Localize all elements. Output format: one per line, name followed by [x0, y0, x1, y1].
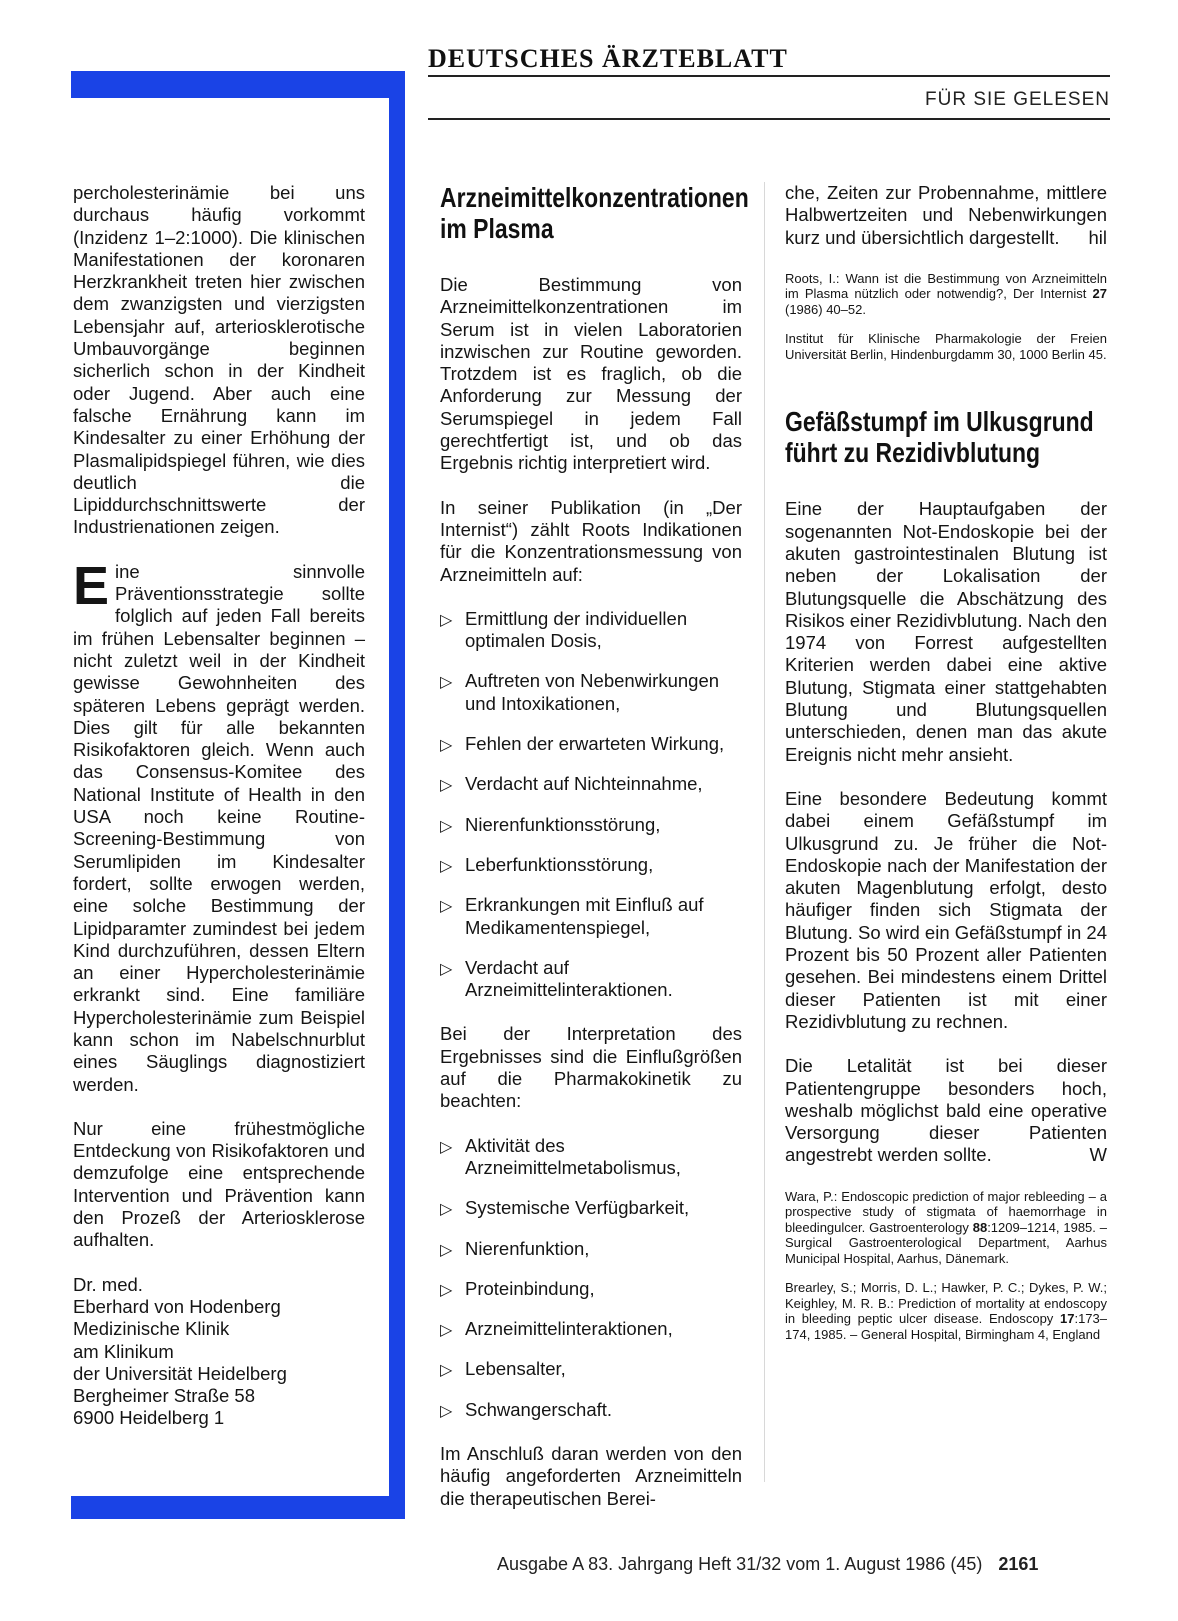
paragraph: Eine der Hauptaufgaben der sogenannten Not-Endoskopie bei der akuten gastrointestinalen Blutung ist neben der Lokalisation der Blutungsquelle die Abschätzung des Risikos einer Rezidivblutung. Nach den 1974 von Forrest aufgestellten Kriterien werden dabei eine aktive Blutung, Stigmata einer stattgehabten Blutung und Blutungsquellen unterschieden, denen man das akute Ereignis nicht mehr ansieht. — [785, 498, 1107, 765]
list-item — [440, 1238, 742, 1260]
reference-text: Wara, P.: Endoscopic prediction of major rebleeding – a prospective study of stigmata of haemorrhage in bleedingulcer. Gastroenterology — [785, 1188, 1107, 1235]
triangle-right-outline-icon: ▷ — [440, 817, 453, 835]
reference — [785, 1189, 1107, 1267]
address-line: am Klinikum — [73, 1340, 174, 1362]
reference-text: Roots, I.: Wann ist die Bestimmung von Arzneimitteln im Plasma nützlich oder notwendig?, Der Internist — [785, 270, 1107, 302]
reference-volume: 17 — [1059, 1311, 1075, 1327]
section-label: FÜR SIE GELESEN — [925, 89, 1110, 110]
paragraph: percholesterinämie bei uns durchaus häufig vorkommt (Inzidenz 1–2:1000). Die klinischen Manifestationen der koronaren Herzkrankheit treten hier zwischen dem zwanzigsten und vierzigsten Lebensjahr auf, arteriosklerotische Umbauvorgänge beginnen sicherlich schon in der Kindheit oder Jugend. Aber auch eine falsche Ernährung kann im Kindesalter zu einer Erhöhung der Plasmalipidspiegel führen, wie dies deutlich die Lipiddurchschnittswerte der Industrienationen zeigen. — [73, 182, 365, 538]
reference-volume: 88 — [972, 1219, 988, 1235]
list-item-text: Auftreten von Nebenwirkungen und Intoxikationen, — [465, 670, 720, 714]
triangle-right-outline-icon: ▷ — [440, 1362, 453, 1380]
triangle-right-outline-icon: ▷ — [440, 674, 453, 692]
list-item-text: Lebensalter, — [465, 1358, 566, 1380]
issue-info: Ausgabe A 83. Jahrgang Heft 31/32 vom 1. August 1986 (45) — [497, 1554, 983, 1574]
blue-frame-top — [71, 71, 404, 98]
paragraph — [785, 182, 1107, 249]
column-middle — [440, 182, 749, 1532]
triangle-right-outline-icon: ▷ — [440, 857, 453, 875]
reference-text: (1986) 40–52. — [785, 301, 866, 317]
column-right — [785, 182, 1107, 1356]
address-line: Eberhard von Hodenberg — [73, 1295, 281, 1317]
triangle-right-outline-icon: ▷ — [440, 1201, 453, 1219]
list-item — [440, 894, 742, 939]
paragraph: Die Bestimmung von Arzneimittelkonzentrationen im Serum ist in vielen Laboratorien inzwischen zur Routine geworden. Trotzdem ist es fraglich, ob die Anforderung zur Messung der Serumspiegel in jedem Fall gerechtfertigt ist, und ob das Ergebnis richtig interpretiert wird. — [440, 274, 742, 474]
list-item-text: Nierenfunktion, — [465, 1237, 590, 1259]
list-item — [440, 1318, 742, 1340]
masthead: DEUTSCHES ÄRZTEBLATT — [428, 44, 788, 73]
address-line: Medizinische Klinik — [73, 1318, 230, 1340]
list-item — [440, 773, 742, 795]
list-item — [440, 957, 742, 1002]
list-item-text: Verdacht auf Arzneimittelinteraktionen. — [465, 956, 673, 1001]
triangle-right-outline-icon: ▷ — [440, 898, 453, 916]
paragraph-dropcap — [73, 555, 365, 1096]
list-item — [440, 733, 742, 755]
paragraph-text: ine sinnvolle Präventionsstrategie sollte folglich auf jeden Fall bereits im frühen Lebensalter beginnen – nicht zuletzt weil in der Kindheit gewisse Gewohnheiten des späteren Lebens geprägt werden. Dies gilt für alle bekannten Risikofaktoren gleich. Wenn auch das Consensus-Komitee des National Institute of Health in den USA noch keine Routine-Screening-Bestimmung von Serumlipiden im Kindesalter fordert, sollte erwogen werden, eine solche Bestimmung der Lipidparamter zumindest bei jedem Kind durchzuführen, dessen Eltern an einer Hypercholesterinämie erkrankt sind. Eine familiäre Hypercholesterinämie zum Beispiel kann schon im Nabelschnurblut eines Säuglings diagnostiziert werden. — [73, 560, 365, 1095]
section-rule — [428, 118, 1110, 120]
list-item-text: Erkrankungen mit Einfluß auf Medikamentenspiegel, — [465, 894, 704, 938]
paragraph: Im Anschluß daran werden von den häufig angeforderten Arzneimitteln die therapeutischen Berei- — [440, 1442, 742, 1509]
blue-frame-right — [389, 71, 405, 1519]
triangle-right-outline-icon: ▷ — [440, 960, 453, 978]
triangle-right-outline-icon: ▷ — [440, 1138, 453, 1156]
article-headline: Gefäßstumpf im Ulkusgrund führt zu Rezidivblutung — [785, 406, 1094, 469]
reference-volume: 27 — [1092, 286, 1107, 302]
reference-text: :173–174, 1985. – General Hospital, Birmingham 4, England — [785, 1311, 1107, 1342]
triangle-right-outline-icon: ▷ — [440, 1241, 453, 1259]
triangle-right-outline-icon: ▷ — [440, 1402, 453, 1420]
masthead-rule — [428, 75, 1110, 77]
reference-text: Brearley, S.; Morris, D. L.; Hawker, P. C.; Dykes, P. W.; Keighley, M. R. B.: Prediction of mortality at endoscopy in bleeding peptic ulcer disease. Endoscopy — [785, 1280, 1107, 1327]
list-item — [440, 1135, 742, 1180]
list-item — [440, 854, 742, 876]
column-rule — [764, 182, 765, 1482]
list-item — [440, 1197, 742, 1219]
author-sign: hil — [1088, 226, 1107, 248]
triangle-right-outline-icon: ▷ — [440, 1281, 453, 1299]
list-item — [440, 814, 742, 836]
list-item-text: Systemische Verfügbarkeit, — [465, 1197, 690, 1219]
paragraph: Bei der Interpretation des Ergebnisses sind die Einflußgrößen auf die Pharmakokinetik zu beachten: — [440, 1023, 742, 1112]
blue-frame-bottom — [71, 1496, 404, 1519]
triangle-right-outline-icon: ▷ — [440, 737, 453, 755]
list-item-text: Proteinbindung, — [465, 1277, 595, 1299]
reference-text: :1209–1214, 1985. – Surgical Gastroenterological Department, Aarhus Municipal Hospital, Aarhus, Dänemark. — [785, 1219, 1107, 1266]
factor-list — [440, 1135, 742, 1421]
paragraph: Eine besondere Bedeutung kommt dabei einem Gefäßstumpf im Ulkusgrund zu. Je früher die Not-Endoskopie nach der Manifestation der akuten Magenblutung erfolgt, desto häufiger finden sich Stigmata der Blutung. So wird ein Gefäßstumpf in 24 Prozent bis 50 Prozent aller Patienten gesehen. Bei mindestens einem Drittel dieser Patienten ist mit einer Rezidivblutung zu rechnen. — [785, 787, 1107, 1032]
address-line: Dr. med. — [73, 1273, 143, 1295]
indication-list — [440, 608, 742, 1002]
page-number: 2161 — [998, 1554, 1039, 1574]
list-item-text: Nierenfunktionsstörung, — [465, 813, 661, 835]
list-item — [440, 1278, 742, 1300]
paragraph: In seiner Publikation (in „Der Internist“) zählt Roots Indikationen für die Konzentrationsmessung von Arzneimitteln auf: — [440, 496, 742, 585]
dropcap: E — [73, 555, 110, 616]
list-item-text: Arzneimittelinteraktionen, — [465, 1318, 673, 1340]
author-sign: W — [1089, 1144, 1107, 1166]
list-item-text: Verdacht auf Nichteinnahme, — [465, 773, 703, 795]
triangle-right-outline-icon: ▷ — [440, 1322, 453, 1340]
column-left — [73, 182, 365, 1430]
list-item-text: Schwangerschaft. — [465, 1398, 613, 1420]
list-item — [440, 1399, 742, 1421]
paragraph: Nur eine frühestmögliche Entdeckung von Risikofaktoren und demzufolge eine entsprechende Intervention und Prävention kann den Prozeß der Arteriosklerose aufhalten. — [73, 1117, 365, 1251]
list-item-text: Fehlen der erwarteten Wirkung, — [465, 733, 725, 755]
reference-address: Institut für Klinische Pharmakologie der Freien Universität Berlin, Hindenburgdamm 30, 1000 Berlin 45. — [785, 331, 1107, 362]
list-item — [440, 608, 742, 653]
list-item-text: Aktivität des Arzneimittelmetabolismus, — [465, 1134, 681, 1178]
list-item-text: Ermittlung der individuellen optimalen Dosis, — [465, 607, 688, 652]
list-item — [440, 1358, 742, 1380]
reference — [785, 1280, 1107, 1342]
reference — [785, 271, 1107, 318]
address-line: 6900 Heidelberg 1 — [73, 1407, 225, 1429]
list-item — [440, 670, 742, 715]
address-line: Bergheimer Straße 58 — [73, 1385, 256, 1407]
triangle-right-outline-icon: ▷ — [440, 777, 453, 795]
page-footer — [497, 1554, 1038, 1575]
paragraph — [785, 1055, 1107, 1166]
author-address — [73, 1274, 365, 1430]
article-headline: Arzneimittelkonzentrationen im Plasma — [440, 182, 749, 244]
address-line: der Universität Heidelberg — [73, 1362, 287, 1384]
paragraph-text: che, Zeiten zur Probennahme, mittlere Halbwertzeiten und Nebenwirkungen kurz und übersichtlich dargestellt. — [785, 182, 1107, 248]
triangle-right-outline-icon: ▷ — [440, 611, 453, 629]
list-item-text: Leberfunktionsstörung, — [465, 853, 654, 875]
paragraph-text: Die Letalität ist bei dieser Patientengruppe besonders hoch, weshalb möglichst bald eine operative Versorgung dieser Patienten angestrebt werden sollte. — [785, 1055, 1107, 1166]
